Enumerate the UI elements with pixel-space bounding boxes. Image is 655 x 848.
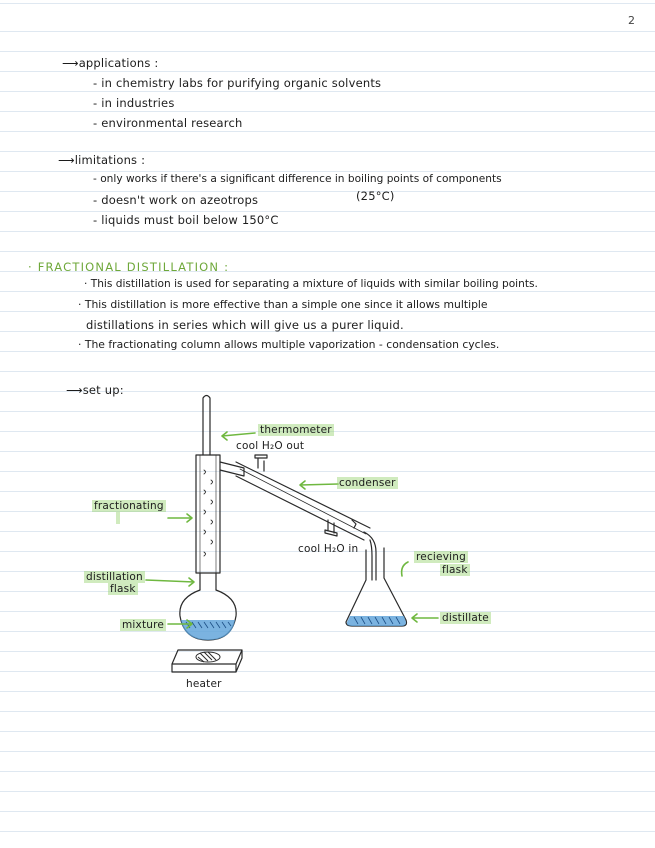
arrow-receiving-flask (402, 562, 408, 576)
label-mixture: mixture (122, 619, 165, 631)
column-packing (204, 470, 213, 556)
arrow-condenser (300, 481, 338, 489)
water-out-port (255, 455, 267, 471)
label-cool-water-in: cool H₂O in (298, 543, 359, 555)
arrow-right-icon: ⟶ (62, 56, 79, 70)
fractional-bullet-3: · The fractionating column allows multiple vaporization - condensation cycles. (78, 338, 500, 351)
applications-item-2: - in industries (93, 96, 175, 110)
label-recieving: recieving (416, 551, 466, 563)
water-in-port (325, 520, 337, 536)
limitations-item-2: - doesn't work on azeotrops (93, 193, 259, 207)
limitations-item-1-note: (25°C) (356, 189, 395, 203)
limitations-heading: ⟶limitations : (58, 153, 146, 167)
arrow-right-icon: ⟶ (66, 383, 83, 397)
applications-heading: ⟶applications : (62, 56, 159, 70)
mixture-liquid (181, 620, 235, 640)
fractional-bullet-2: · This distillation is more effective than a simple one since it allows multiple (78, 298, 488, 311)
label-distillation-flask: flask (110, 583, 136, 595)
label-thermometer: thermometer (260, 424, 332, 436)
arrow-distillate (412, 614, 438, 622)
heater (172, 650, 242, 672)
thermometer (203, 396, 210, 456)
label-column (116, 512, 120, 524)
fractionating-column (196, 455, 220, 573)
distillate-liquid (347, 616, 406, 626)
label-cool-water-out: cool H₂O out (236, 440, 305, 452)
limitations-item-1: - only works if there's a significant difference in boiling points of components (93, 173, 502, 185)
label-receiving-flask: flask (442, 564, 468, 576)
label-condenser: condenser (339, 477, 396, 489)
label-heater: heater (186, 678, 222, 690)
fractional-bullet-1: · This distillation is used for separating a mixture of liquids with similar boiling points. (84, 278, 538, 290)
arrow-column (168, 514, 192, 522)
arrow-right-icon: ⟶ (58, 153, 75, 167)
condenser (236, 462, 370, 540)
label-distillation: distillation (86, 571, 143, 583)
applications-item-3: - environmental research (93, 116, 243, 130)
arrow-thermometer (222, 432, 255, 440)
setup-heading: ⟶set up: (66, 383, 124, 397)
label-distillate: distillate (442, 612, 489, 624)
fractional-bullet-2-cont: distillations in series which will give us a purer liquid. (86, 318, 404, 332)
page-number: 2 (628, 14, 635, 27)
applications-item-1: - in chemistry labs for purifying organic solvents (93, 76, 382, 90)
arrow-mixture (168, 620, 192, 628)
limitations-item-3: - liquids must boil below 150°C (93, 213, 279, 227)
label-fractionating: fractionating (94, 500, 164, 512)
arrow-distillation-flask (146, 578, 194, 586)
section-title: · FRACTIONAL DISTILLATION : (28, 260, 230, 274)
